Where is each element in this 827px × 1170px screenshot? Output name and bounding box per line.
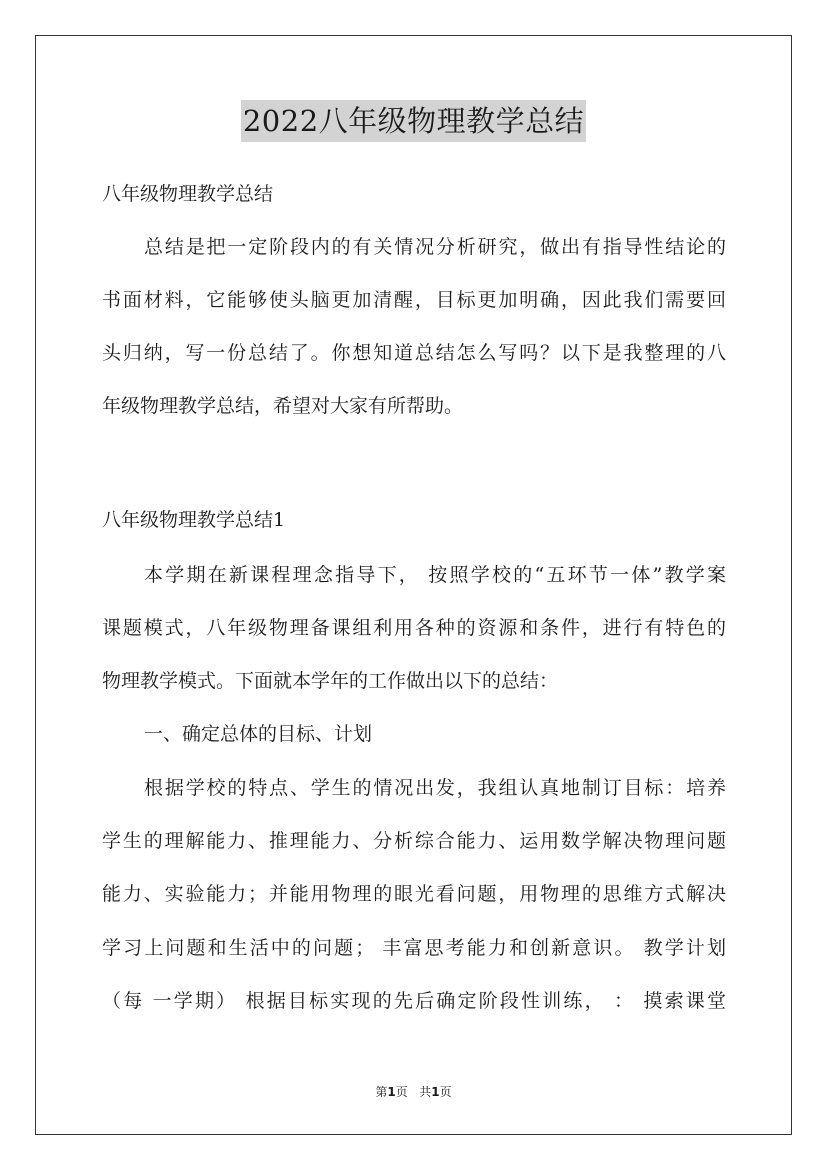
paragraph-line: 根据学校的特点、学生的情况出发，我组认真地制订目标：培养	[144, 777, 726, 799]
footer-page-prefix: 第	[375, 1085, 388, 1099]
paragraph-line: 本学期在新课程理念指导下， 按照学校的“五环节一体”教学案	[144, 564, 726, 586]
footer-page-suffix: 页	[395, 1085, 408, 1099]
footer-page-number: 1	[387, 1085, 396, 1099]
page-footer	[0, 1083, 827, 1100]
paragraph-line: 头归纳，写一份总结了。你想知道总结怎么写吗？以下是我整理的八	[102, 342, 726, 364]
paragraph-line: 学习上问题和生活中的问题； 丰富思考能力和创新意识。 教学计划	[102, 937, 726, 959]
paragraph-line: （每 一学期） 根据目标实现的先后确定阶段性训练， ： 摸索课堂	[102, 990, 726, 1012]
paragraph-line: 总结是把一定阶段内的有关情况分析研究，做出有指导性结论的	[144, 236, 726, 258]
paragraph-line: 课题模式，八年级物理备课组利用各种的资源和条件，进行有特色的	[102, 617, 726, 639]
section-heading-1: 八年级物理教学总结1	[102, 509, 286, 531]
paragraph-line: 年级物理教学总结，希望对大家有所帮助。	[102, 395, 464, 417]
title-container	[0, 100, 827, 142]
footer-total-suffix: 页	[439, 1085, 452, 1099]
paragraph-line: 能力、实验能力；并能用物理的眼光看问题，用物理的思维方式解决	[102, 883, 726, 905]
document-title: 2022八年级物理教学总结	[241, 100, 586, 142]
section-heading-intro: 八年级物理教学总结	[102, 183, 274, 205]
subsection-heading: 一、确定总体的目标、计划	[144, 723, 373, 745]
footer-total-number: 1	[431, 1085, 440, 1099]
footer-total-prefix: 共	[419, 1085, 432, 1099]
paragraph-line: 物理教学模式。下面就本学年的工作做出以下的总结：	[102, 670, 559, 692]
paragraph-line: 学生的理解能力、推理能力、分析综合能力、运用数学解决物理问题	[102, 830, 726, 852]
paragraph-line: 书面材料，它能够使头脑更加清醒，目标更加明确，因此我们需要回	[102, 289, 726, 311]
